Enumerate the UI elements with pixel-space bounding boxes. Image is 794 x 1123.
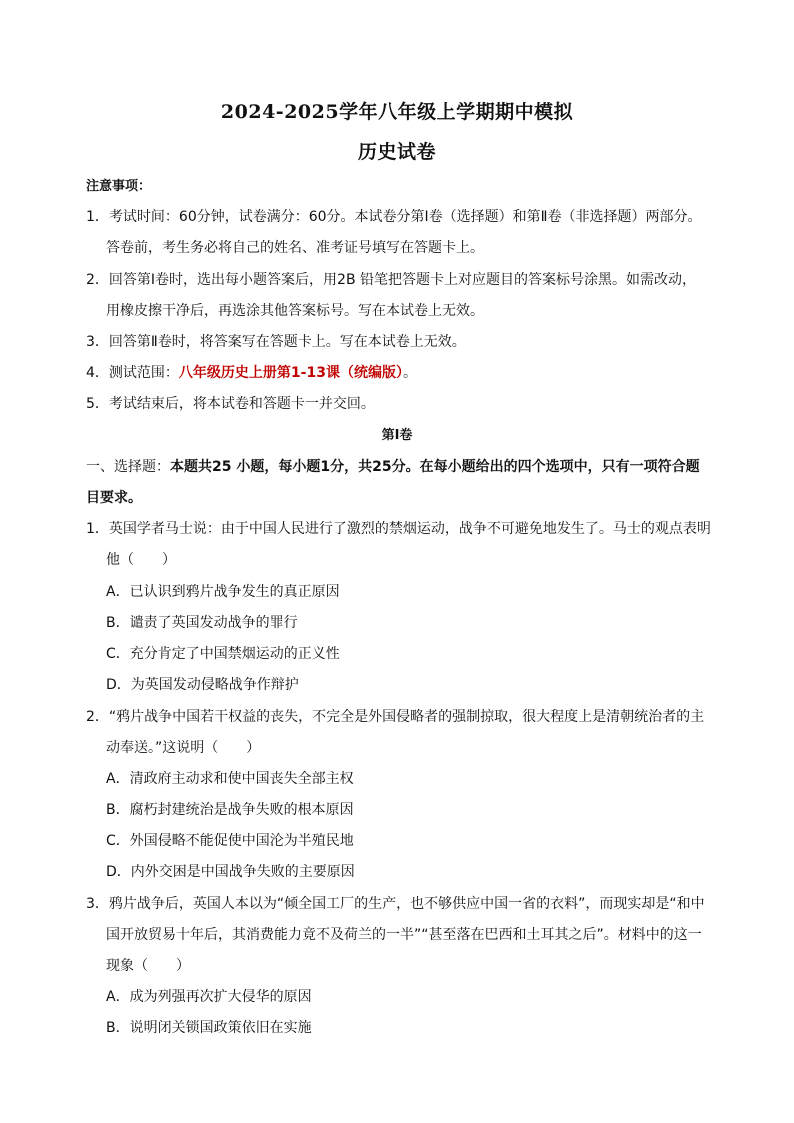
notice-3: 3．回答第Ⅱ卷时，将答案写在答题卡上。写在本试卷上无效。 xyxy=(86,334,466,350)
question-1-option-a: A．已认识到鸦片战争发生的真正原因 xyxy=(106,584,340,600)
question-3-stem-line-3: 现象（ ） xyxy=(106,958,190,974)
section-instructions-prefix: 一、选择题： xyxy=(86,459,170,475)
notice-1-line-2: 答卷前，考生务必将自己的姓名、准考证号填写在答题卡上。 xyxy=(106,240,484,256)
notice-4 xyxy=(86,363,417,383)
question-1-stem-line-2: 他（ ） xyxy=(106,552,176,568)
section-instructions-line-2: 目要求。 xyxy=(86,490,142,506)
notice-1-line-1: 1．考试时间：60分钟，试卷满分：60分。本试卷分第Ⅰ卷（选择题）和第Ⅱ卷（非选择题）两部分。 xyxy=(86,209,702,225)
notice-2-line-1: 2．回答第Ⅰ卷时，选出每小题答案后，用2B 铅笔把答题卡上对应题目的答案标号涂黑。如需改动， xyxy=(86,272,696,288)
question-3-option-a: A．成为列强再次扩大侵华的原因 xyxy=(106,989,312,1005)
test-range: 八年级历史上册第1-13课（统编版） xyxy=(178,365,403,381)
notice-heading: 注意事项： xyxy=(86,179,152,194)
question-1-option-c: C．充分肯定了中国禁烟运动的正义性 xyxy=(106,646,340,662)
question-2-option-b: B．腐朽封建统治是战争失败的根本原因 xyxy=(106,802,354,818)
section-label: 第Ⅰ卷 xyxy=(381,428,413,443)
question-3-option-b: B．说明闭关锁国政策依旧在实施 xyxy=(106,1020,312,1036)
question-1-option-d: D．为英国发动侵略战争作辩护 xyxy=(106,677,299,693)
notice-4-suffix: 。 xyxy=(402,365,417,381)
question-1-stem-line-1: 1．英国学者马士说：由于中国人民进行了激烈的禁烟运动，战争不可避免地发生了。马士的观点表明 xyxy=(86,521,711,537)
question-3-stem-line-2: 国开放贸易十年后，其消费能力竟不及荷兰的一半”“甚至落在巴西和土耳其之后”。材料中的这一 xyxy=(106,927,702,943)
page-subtitle: 历史试卷 xyxy=(357,141,436,163)
section-instructions-bold: 本题共25 小题，每小题1分，共25分。在每小题给出的四个选项中，只有一项符合题 xyxy=(170,459,700,475)
notice-4-prefix: 4．测试范围： xyxy=(86,365,179,381)
question-2-option-c: C．外国侵略不能促使中国沦为半殖民地 xyxy=(106,833,354,849)
question-2-option-a: A．清政府主动求和使中国丧失全部主权 xyxy=(106,771,354,787)
section-instructions-line-1 xyxy=(86,457,700,477)
question-3-stem-line-1: 3．鸦片战争后，英国人本以为“倾全国工厂的生产，也不够供应中国一省的衣料”，而现实却是“和中 xyxy=(86,896,705,912)
question-2-stem-line-1: 2．“鸦片战争中国若干权益的丧失，不完全是外国侵略者的强制掠取，很大程度上是清朝统治者的主 xyxy=(86,709,705,725)
notice-2-line-2: 用橡皮擦干净后，再选涂其他答案标号。写在本试卷上无效。 xyxy=(106,303,484,319)
question-2-stem-line-2: 动奉送。”这说明（ ） xyxy=(106,740,261,756)
page-title: 2024-2025学年八年级上学期期中模拟 xyxy=(220,101,574,123)
question-1-option-b: B．谴责了英国发动战争的罪行 xyxy=(106,615,298,631)
notice-5: 5．考试结束后，将本试卷和答题卡一并交回。 xyxy=(86,396,375,412)
question-2-option-d: D．内外交困是中国战争失败的主要原因 xyxy=(106,864,355,880)
